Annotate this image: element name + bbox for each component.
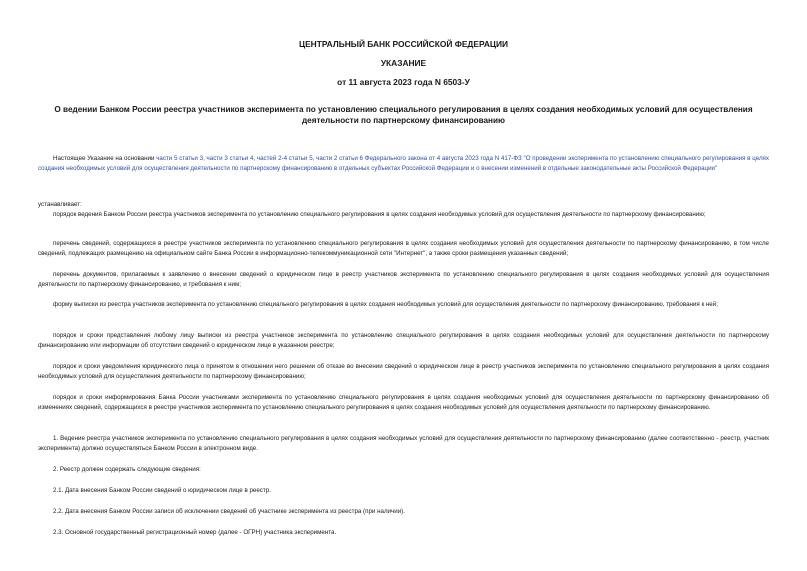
section-paragraph: 1. Ведение реестра участников эксперимента по установлению специального регулирования в целях создания необходимых условий для осуществления деятельности по партнерскому финансированию (далее соответственно - реестр, участник эксперимента) должно осуществляться Банком России в электронном виде.	[38, 435, 769, 452]
list-item: перечень сведений, содержащихся в реестре участников эксперимента по установлению специального регулирования в целях создания необходимых условий для осуществления деятельности по партнерскому финансированию, в том числе сведений, подлежащих размещению на официальном сайте Банка России в информационно-телекоммуникационной сети "Интернет", а также сроки размещения указанных сведений;	[38, 240, 769, 257]
preamble-lead: Настоящее Указание на основании	[53, 155, 157, 162]
section-paragraph: 2.3. Основной государственный регистрационный номер (далее - ОГРН) участника эксперимента.	[53, 529, 337, 536]
preamble-paragraph	[38, 154, 769, 174]
section-paragraph: 2.2. Дата внесения Банком России записи об исключении сведений об участнике эксперимента из реестра (при наличии).	[53, 508, 405, 515]
list-item: порядок и сроки уведомления юридического лица о принятом в отношении него решении об отказе во внесении сведений о юридическом лице в реестр участников эксперимента по установлению специального регулирования в целях создания необходимых условий для осуществления деятельности по партнерскому финансированию;	[38, 363, 769, 380]
list-item: порядок и сроки информирования Банка России участниками эксперимента по установлению специального регулирования в целях создания необходимых условий для осуществления деятельности по партнерскому финансированию об изменениях сведений, содержащихся в реестре участников эксперимента по установлению специального регулирования в целях создания необходимых условий для осуществления деятельности по партнерскому финансированию.	[38, 394, 769, 411]
document-date-number: от 11 августа 2023 года N 6503-У	[337, 77, 470, 87]
establishes-label: устанавливает:	[38, 201, 82, 208]
issuing-authority: ЦЕНТРАЛЬНЫЙ БАНК РОССИЙСКОЙ ФЕДЕРАЦИИ	[298, 39, 509, 49]
list-item: перечень документов, прилагаемых к заявлению о внесении сведений о юридическом лице в реестр участников эксперимента по установлению специального регулирования в целях создания необходимых условий для осуществления деятельности по партнерскому финансированию, и требования к ним;	[38, 271, 769, 288]
document-type: УКАЗАНИЕ	[380, 58, 427, 68]
law-reference-link[interactable]: части 5 статьи 3, части 3 статьи 4, частей 2-4 статьи 5, части 2 статьи 6 Федерального закона от 4 августа 2023 года N 417-ФЗ "О проведении эксперимента по установлению специального регулирования в целях создания необходимых условий для осуществления деятельности по партнерскому финансированию в отдельных субъектах Российской Федерации и о внесении изменений в отдельные законодательные акты Российской Федерации"	[38, 155, 769, 172]
section-paragraph: 2. Реестр должен содержать следующие сведения:	[53, 466, 201, 473]
list-item: порядок и сроки представления любому лицу выписки из реестра участников эксперимента по установлению специального регулирования в целях создания необходимых условий для осуществления деятельности по партнерскому финансированию или информации об отсутствии сведений о юридическом лице в указанном реестре;	[38, 332, 769, 349]
list-item: форму выписки из реестра участников эксперимента по установлению специального регулирования в целях создания необходимых условий для осуществления деятельности по партнерскому финансированию, требования к ней;	[53, 301, 718, 308]
document-title: О ведении Банком России реестра участников эксперимента по установлению специального регулирования в целях создания необходимых условий для осуществления деятельности по партнерскому финансированию	[54, 105, 753, 125]
section-paragraph: 2.1. Дата внесения Банком России сведений о юридическом лице в реестр.	[53, 487, 271, 494]
list-item: порядок ведения Банком России реестра участников эксперимента по установлению специального регулирования в целях создания необходимых условий для осуществления деятельности по партнерскому финансированию;	[53, 211, 706, 218]
